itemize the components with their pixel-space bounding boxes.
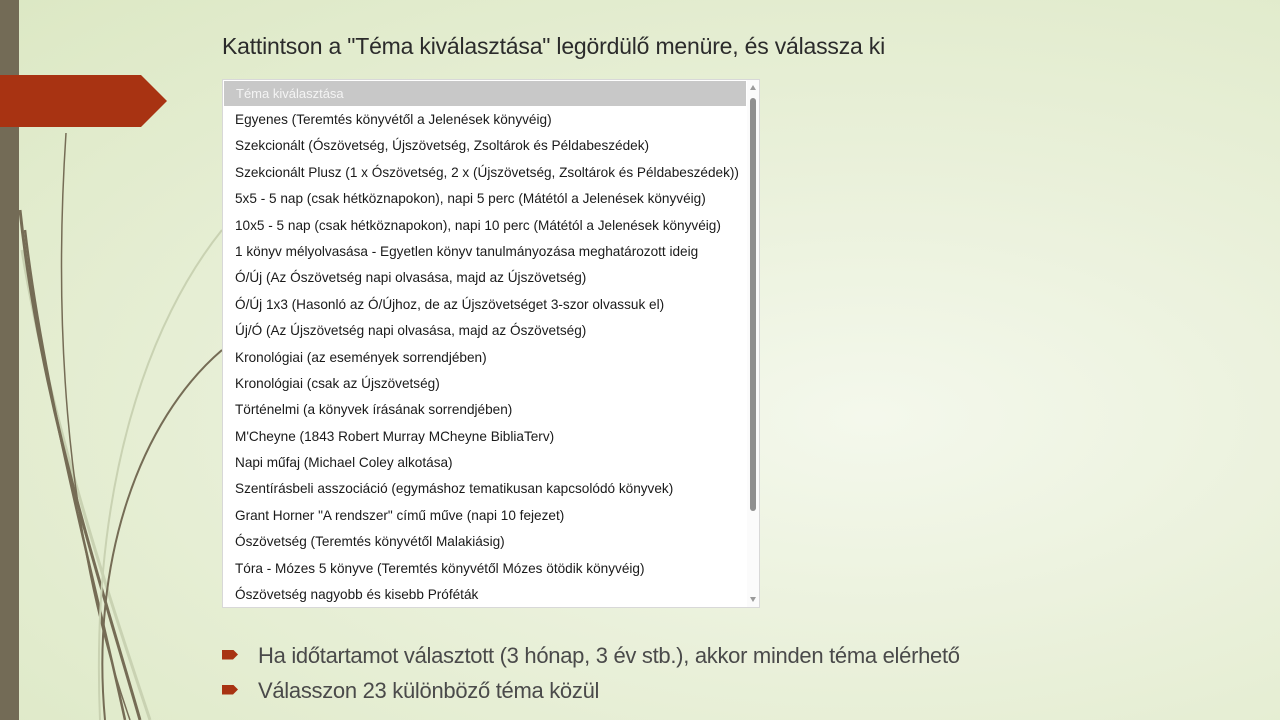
option-item[interactable]: Grant Horner "A rendszer" című műve (napi 10 fejezet) [235, 507, 565, 523]
option-item[interactable]: Ószövetség nagyobb és kisebb Próféták [235, 587, 479, 603]
bullet-text: Válasszon 23 különböző téma közül [258, 677, 600, 703]
bullet-item [222, 638, 960, 673]
arrow-bullet-icon [222, 685, 238, 695]
bullet-item [222, 673, 960, 708]
option-item[interactable]: Napi műfaj (Michael Coley alkotása) [235, 455, 453, 471]
option-item[interactable]: Ó/Új (Az Ószövetség napi olvasása, majd az Újszövetség) [235, 270, 587, 286]
option-item[interactable]: 10x5 - 5 nap (csak hétköznapokon), napi 10 perc (Mátétól a Jelenések könyvéig) [235, 217, 721, 233]
option-item[interactable]: Szentírásbeli asszociáció (egymáshoz tematikusan kapcsolódó könyvek) [235, 481, 674, 497]
option-item[interactable]: Kronológiai (csak az Újszövetség) [235, 375, 440, 391]
option-item[interactable]: 1 könyv mélyolvasása - Egyetlen könyv tanulmányozása meghatározott ideig [235, 243, 699, 259]
scroll-up-arrow-icon[interactable] [750, 85, 756, 90]
theme-select-listbox[interactable] [222, 79, 760, 608]
arrow-bullet-icon [222, 650, 238, 660]
option-item[interactable]: Kronológiai (az események sorrendjében) [235, 349, 487, 365]
bullet-list [222, 638, 960, 708]
option-item[interactable]: Tóra - Mózes 5 könyve (Teremtés könyvétől Mózes ötödik könyvéig) [235, 560, 645, 576]
bullet-text: Ha időtartamot választott (3 hónap, 3 év stb.), akkor minden téma elérhető [258, 642, 960, 668]
option-item[interactable]: Új/Ó (Az Újszövetség napi olvasása, majd az Ószövetség) [235, 323, 587, 339]
option-item[interactable]: Egyenes (Teremtés könyvétől a Jelenések könyvéig) [235, 112, 552, 127]
title-arrow-shape [0, 75, 167, 127]
listbox-scrollbar[interactable] [747, 80, 759, 607]
dropdown-header-placeholder[interactable]: Téma kiválasztása [224, 81, 746, 106]
scroll-down-arrow-icon[interactable] [750, 597, 756, 602]
option-item[interactable]: Szekcionált (Ószövetség, Újszövetség, Zsoltárok és Példabeszédek) [235, 138, 650, 154]
option-item[interactable]: Ószövetség (Teremtés könyvétől Malakiásig) [235, 534, 505, 550]
option-item[interactable]: Történelmi (a könyvek írásának sorrendjében) [235, 402, 513, 418]
option-item[interactable]: Ó/Új 1x3 (Hasonló az Ó/Újhoz, de az Újszövetséget 3-szor olvassuk el) [235, 296, 665, 312]
slide-title: Kattintson a "Téma kiválasztása" legördülő menüre, és válassza ki [222, 33, 885, 59]
option-item[interactable]: M'Cheyne (1843 Robert Murray MCheyne BibliaTerv) [235, 428, 555, 444]
option-item[interactable]: Szekcionált Plusz (1 x Ószövetség, 2 x (Újszövetség, Zsoltárok és Példabeszédek)) [235, 164, 739, 180]
option-list [223, 107, 747, 608]
option-item[interactable]: 5x5 - 5 nap (csak hétköznapokon), napi 5 perc (Mátétól a Jelenések könyvéig) [235, 191, 706, 207]
scrollbar-thumb[interactable] [750, 98, 756, 511]
